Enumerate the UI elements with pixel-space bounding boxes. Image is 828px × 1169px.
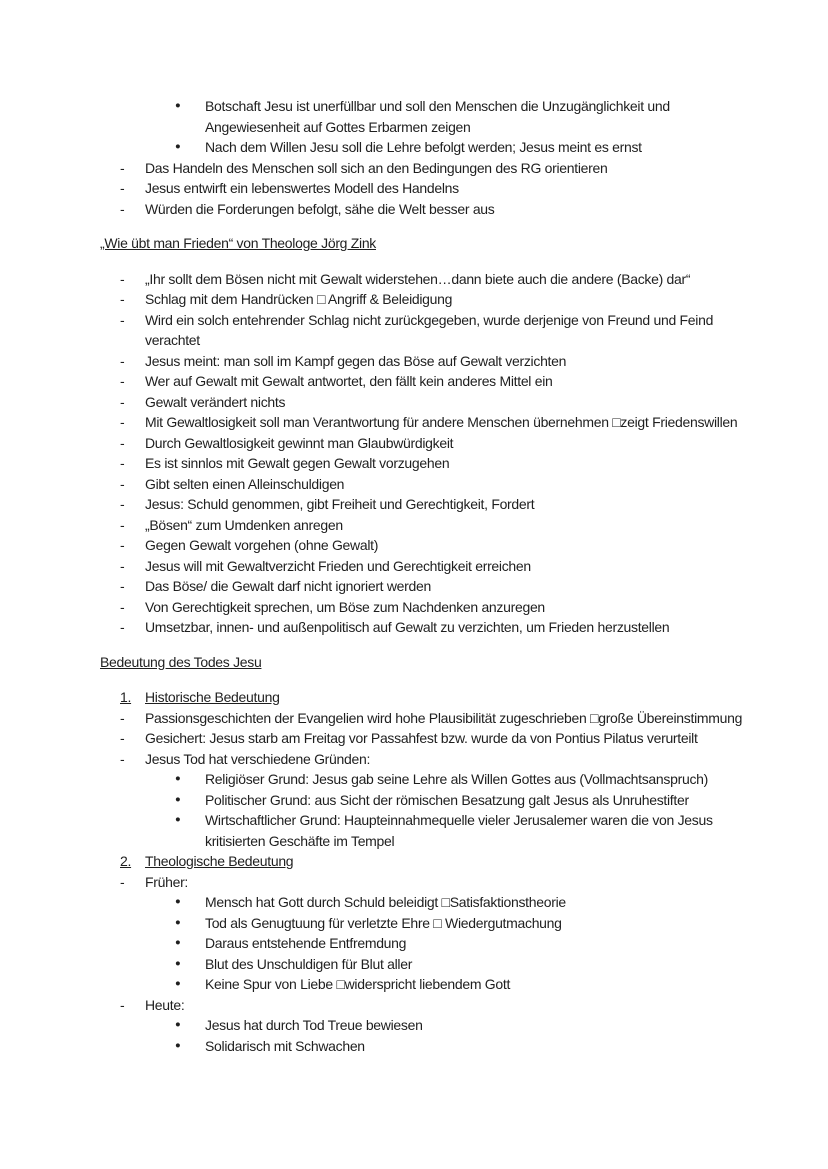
dash-list-item [120,576,748,597]
list-item-text: Politischer Grund: aus Sicht der römischen Besatzung galt Jesus als Unruhestifter [205,791,689,808]
list-item-text: Theologische Bedeutung [145,853,294,869]
list-item-text: Das Böse/ die Gewalt darf nicht ignoriert werden [145,578,431,594]
dash-list-item [120,515,748,536]
dash-marker: - [120,750,125,767]
dash-list-item [120,158,748,179]
dash-marker: - [120,180,125,196]
bullet-marker: ● [175,957,181,969]
dash-list-item [120,178,748,199]
bullet-list-item [175,137,748,158]
bullet-list-item [175,892,748,913]
list-number-marker: 2. [120,853,132,869]
dash-marker: - [120,537,125,553]
bullet-marker: ● [175,100,181,111]
dash-list-item [120,494,748,515]
bullet-list-item [175,1015,748,1036]
dash-marker: - [120,496,125,512]
dash-marker: - [120,598,125,615]
list-item-text: Früher: [145,873,189,890]
section-heading-todes-jesu: Bedeutung des Todes Jesu [100,653,262,670]
dash-marker: - [120,455,125,471]
list-item-text: Würden die Forderungen befolgt, sähe die Welt besser aus [145,200,495,217]
list-item-text: Jesus entwirft ein lebenswertes Modell des Handelns [145,180,459,196]
list-item-text: Jesus meint: man soll im Kampf gegen das Böse auf Gewalt verzichten [145,352,567,369]
bullet-marker: ● [175,773,181,784]
bullet-list-item [175,954,748,975]
dash-list-item [120,749,748,770]
bullet-marker: ● [175,141,181,152]
list-item-text: Das Handeln des Menschen soll sich an den Bedingungen des RG orientieren [145,159,608,176]
dash-marker: - [120,352,125,369]
list-item-text: Jesus: Schuld genommen, gibt Freiheit und Gerechtigkeit, Fordert [145,496,535,512]
list-item-text: Jesus hat durch Tod Treue bewiesen [205,1017,423,1033]
dash-marker: - [120,373,125,389]
dash-marker: - [120,311,125,328]
list-item-text: Es ist sinnlos mit Gewalt gegen Gewalt vorzugehen [145,455,450,471]
list-item-text: Passionsgeschichten der Evangelien wird hohe Plausibilität zugeschrieben □große Übereinstimmung [145,709,743,726]
dash-list-item [120,453,748,474]
dash-list-item [120,269,748,290]
dash-list-item [120,556,748,577]
bullet-list-item [175,810,748,851]
dash-list-item [120,199,748,220]
bullet-list-item [175,790,748,811]
dash-marker: - [120,393,125,410]
dash-list-item [120,310,748,351]
dash-marker: - [120,557,125,574]
dash-marker: - [120,270,125,287]
bullet-list-item [175,913,748,934]
list-item-text: Solidarisch mit Schwachen [205,1037,365,1054]
dash-marker: - [120,159,125,176]
list-item-text: Keine Spur von Liebe □widerspricht liebendem Gott [205,976,511,992]
list-item-text: Wird ein solch entehrender Schlag nicht zurückgegeben, wurde derjenige von Freund und Feind verachtet [145,311,714,348]
bullet-marker: ● [175,793,181,805]
list-item-text: Daraus entstehende Entfremdung [205,935,407,951]
list-item-text: Botschaft Jesu ist unerfüllbar und soll den Menschen die Unzugänglichkeit und Angewiesenheit auf Gottes Erbarmen zeigen [205,98,670,135]
list-item-text: Gewalt verändert nichts [145,393,286,410]
bullet-list-item [175,1036,748,1057]
subheading-historische-bedeutung [120,687,748,708]
list-item-text: Historische Bedeutung [145,689,280,705]
dash-marker: - [120,619,125,635]
list-item-text: Heute: [145,996,185,1013]
dash-marker: - [120,434,125,451]
list-item-text: Schlag mit dem Handrücken □ Angriff & Beleidigung [145,291,453,307]
section-heading-frieden: „Wie übt man Frieden“ von Theologe Jörg Zink [100,235,377,251]
bullet-list-item [175,769,748,790]
list-item-text: Blut des Unschuldigen für Blut aller [205,955,413,972]
dash-marker: - [120,873,125,890]
list-item-text: Gibt selten einen Alleinschuldigen [145,475,345,492]
dash-list-item [120,597,748,618]
dash-list-item [120,433,748,454]
dash-marker: - [120,578,125,594]
list-item-text: Umsetzbar, innen- und außenpolitisch auf Gewalt zu verzichten, um Frieden herzustellen [145,619,670,635]
bullet-marker: ● [175,814,181,825]
list-item-text: Gesichert: Jesus starb am Freitag vor Passahfest bzw. wurde da von Pontius Pilatus verurteilt [145,730,698,746]
bullet-list-item [175,96,748,137]
dash-marker: - [120,709,125,726]
list-item-text: Nach dem Willen Jesu soll die Lehre befolgt werden; Jesus meint es ernst [205,139,642,155]
list-item-text: Gegen Gewalt vorgehen (ohne Gewalt) [145,537,379,553]
list-item-text: „Ihr sollt dem Bösen nicht mit Gewalt widerstehen…dann biete auch die andere (Backe) dar“ [145,270,691,287]
list-item-text: Religiöser Grund: Jesus gab seine Lehre als Willen Gottes aus (Vollmachtsanspruch) [205,771,708,787]
bullet-marker: ● [175,1039,181,1051]
bullet-list-item [175,933,748,954]
list-item-text: Mensch hat Gott durch Schuld beleidigt □Satisfaktionstheorie [205,894,566,910]
dash-list-item [120,617,748,638]
bullet-marker: ● [175,916,181,928]
dash-marker: - [120,475,125,492]
dash-list-item [120,728,748,749]
dash-marker: - [120,200,125,217]
list-item-text: Von Gerechtigkeit sprechen, um Böse zum Nachdenken anzuregen [145,598,545,615]
subheading-theologische-bedeutung [120,851,748,872]
list-item-text: Tod als Genugtuung für verletzte Ehre □ Wiedergutmachung [205,914,562,931]
bullet-marker: ● [175,937,181,948]
list-item-text: Wer auf Gewalt mit Gewalt antwortet, den fällt kein anderes Mittel ein [145,373,553,389]
dash-list-item [120,351,748,372]
list-number-marker: 1. [120,689,132,705]
dash-list-item [120,289,748,310]
dash-list-item [120,412,748,433]
dash-marker: - [120,996,125,1013]
list-item-text: Mit Gewaltlosigkeit soll man Verantwortung für andere Menschen übernehmen □zeigt Friedenswillen [145,414,738,430]
dash-list-item [120,535,748,556]
dash-marker: - [120,730,125,746]
dash-list-item [120,995,748,1016]
list-item-text: Wirtschaftlicher Grund: Haupteinnahmequelle vieler Jerusalemer waren die von Jesus kritisierten Geschäfte im Tempel [205,812,713,849]
dash-marker: - [120,291,125,307]
dash-list-item [120,708,748,729]
bullet-marker: ● [175,896,181,907]
dash-list-item [120,371,748,392]
list-item-text: Jesus Tod hat verschiedene Gründen: [145,750,371,767]
list-item-text: Durch Gewaltlosigkeit gewinnt man Glaubwürdigkeit [145,434,454,451]
list-item-text: „Bösen“ zum Umdenken anregen [145,516,343,533]
bullet-marker: ● [175,1019,181,1030]
dash-marker: - [120,516,125,533]
list-item-text: Jesus will mit Gewaltverzicht Frieden und Gerechtigkeit erreichen [145,557,531,574]
dash-list-item [120,474,748,495]
dash-list-item [120,872,748,893]
dash-list-item [120,392,748,413]
bullet-list-item [175,974,748,995]
dash-marker: - [120,414,125,430]
bullet-marker: ● [175,978,181,989]
